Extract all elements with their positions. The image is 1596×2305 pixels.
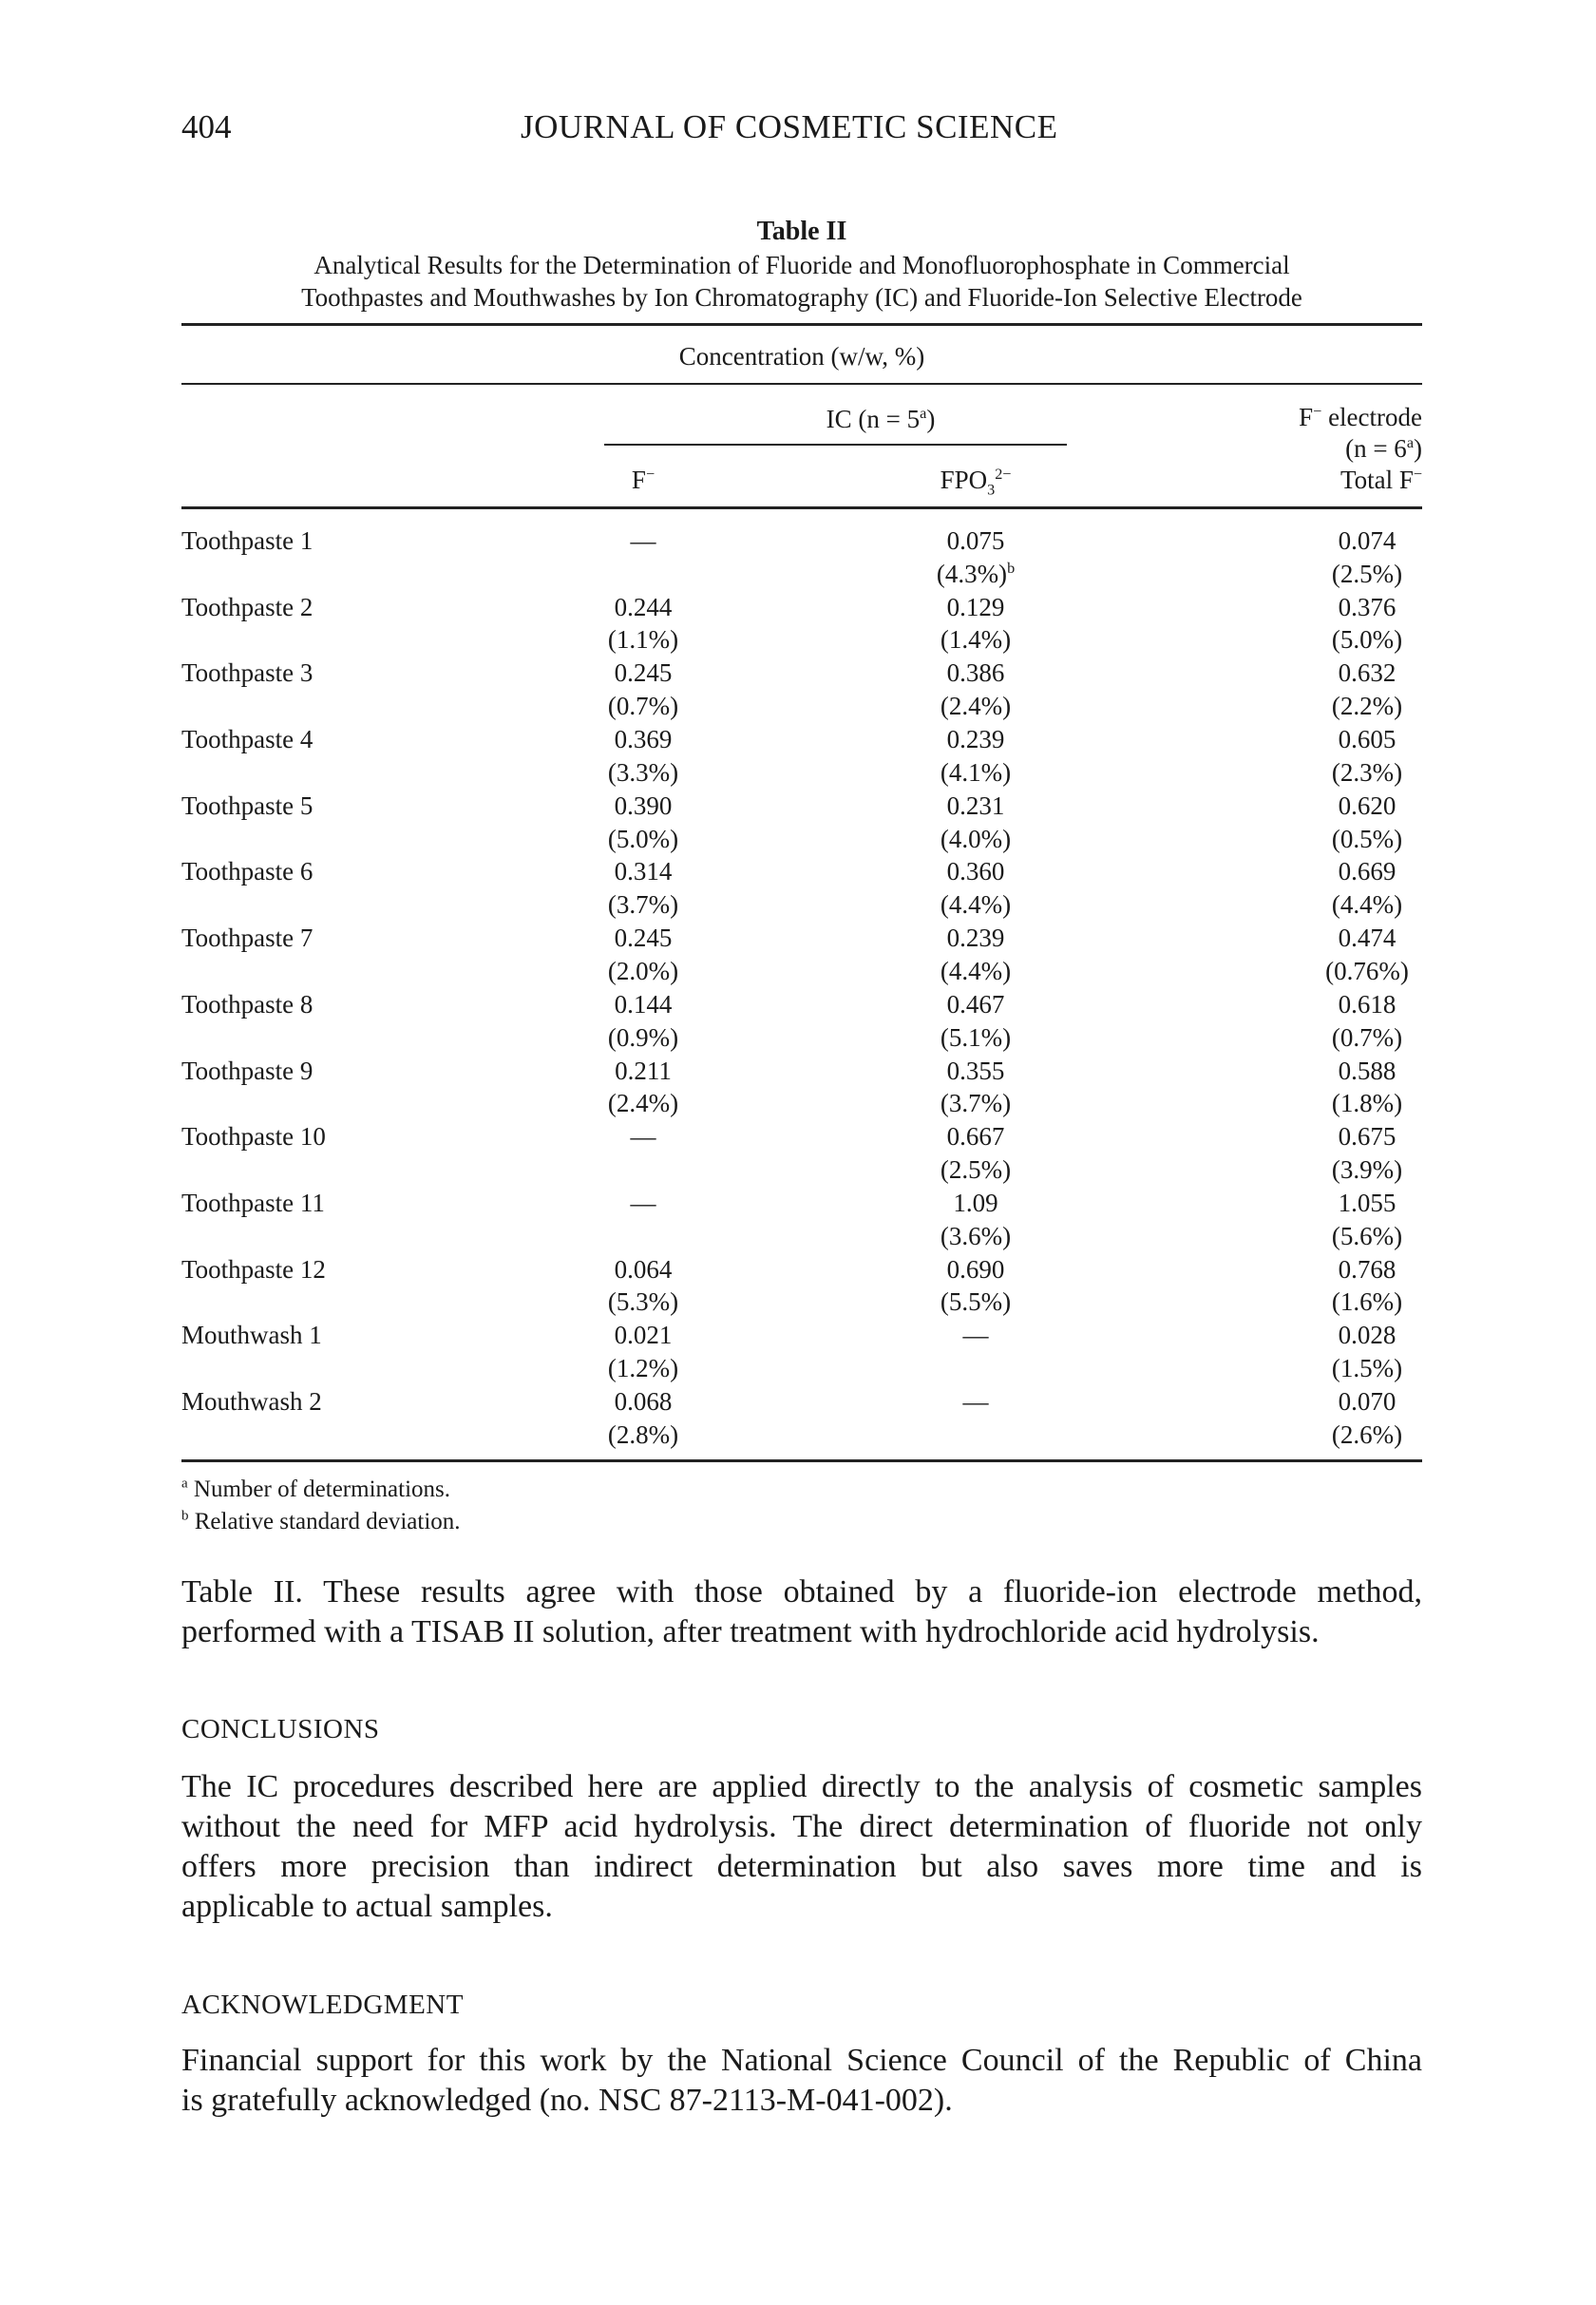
rsd: (4.4%) bbox=[940, 890, 1012, 920]
rsd: (3.6%) bbox=[940, 1221, 1012, 1250]
col-header-f: F− bbox=[631, 466, 656, 494]
rsd: (1.5%) bbox=[1331, 1354, 1403, 1383]
table-row bbox=[181, 657, 1422, 723]
value: — bbox=[630, 526, 656, 555]
table-row bbox=[181, 723, 1422, 790]
value: 0.474 bbox=[1338, 924, 1396, 953]
row-label: Toothpaste 9 bbox=[181, 1056, 314, 1085]
ic-fluoride-cell bbox=[518, 1253, 769, 1320]
row-label: Toothpaste 3 bbox=[181, 658, 314, 688]
paragraph-line: Financial support for this work by the National Science Council of the Republic of China bbox=[181, 2043, 1422, 2078]
electrode-total-cell bbox=[1242, 790, 1492, 856]
paragraph-line: The IC procedures described here are applied directly to the analysis of cosmetic samples bbox=[181, 1769, 1422, 1804]
rsd bbox=[518, 1220, 769, 1253]
value: 0.768 bbox=[1338, 1254, 1396, 1284]
paragraph-line: applicable to actual samples. bbox=[181, 1889, 553, 1924]
paragraph-line: performed with a TISAB II solution, after treatment with hydrochloride acid hydrolysis. bbox=[181, 1614, 1320, 1649]
value: 0.028 bbox=[1338, 1321, 1396, 1350]
rsd: (0.76%) bbox=[1325, 956, 1409, 985]
rsd: (4.1%) bbox=[940, 757, 1012, 787]
value: 0.244 bbox=[614, 592, 673, 621]
footnote-a: $^a$ Number of determinations. bbox=[181, 1476, 450, 1502]
table-row bbox=[181, 1187, 1422, 1253]
electrode-n: $(n = 6^a)$ bbox=[1345, 434, 1422, 463]
table-row bbox=[181, 922, 1422, 988]
ic-fluoride-cell bbox=[518, 988, 769, 1055]
value: 0.245 bbox=[614, 658, 673, 688]
rsd: (3.9%) bbox=[1331, 1154, 1403, 1184]
electrode-total-cell bbox=[1242, 1253, 1492, 1320]
value: 0.021 bbox=[614, 1321, 673, 1350]
row-label: Mouthwash 1 bbox=[181, 1321, 322, 1350]
paragraph-line: without the need for MFP acid hydrolysis. The direct determination of fluoride not only bbox=[181, 1809, 1422, 1844]
electrode-total-cell bbox=[1242, 723, 1492, 790]
row-label: Toothpaste 8 bbox=[181, 989, 314, 1019]
journal-title: JOURNAL OF COSMETIC SCIENCE bbox=[521, 108, 1058, 145]
electrode-total-cell bbox=[1242, 657, 1492, 723]
rsd: (5.3%) bbox=[607, 1287, 679, 1317]
value: 0.620 bbox=[1338, 791, 1396, 820]
value: 0.369 bbox=[614, 725, 673, 754]
value: 0.211 bbox=[615, 1056, 672, 1085]
ic-fluoride-cell bbox=[518, 1120, 769, 1187]
ic-fpo3-cell bbox=[850, 1319, 1101, 1385]
electrode-total-cell bbox=[1242, 1319, 1492, 1385]
electrode-total-cell bbox=[1242, 855, 1492, 922]
rsd: (3.7%) bbox=[940, 1089, 1012, 1118]
ic-fpo3-cell bbox=[850, 1385, 1101, 1452]
value: 0.075 bbox=[946, 526, 1005, 555]
ic-header: IC $(n = 5^a)$ bbox=[826, 405, 936, 433]
ic-fluoride-cell bbox=[518, 1187, 769, 1253]
paragraph-line: offers more precision than indirect determination but also saves more time and is bbox=[181, 1849, 1422, 1884]
rsd: (5.0%) bbox=[607, 824, 679, 853]
ic-fluoride-cell bbox=[518, 657, 769, 723]
value: 0.376 bbox=[1338, 592, 1396, 621]
rsd: (2.0%) bbox=[607, 956, 679, 985]
rsd: (4.4%) bbox=[940, 956, 1012, 985]
rsd: (5.5%) bbox=[940, 1287, 1012, 1317]
electrode-header: F− electrode bbox=[1299, 403, 1422, 431]
table-bottom-rule bbox=[181, 1459, 1422, 1462]
ic-fluoride-cell bbox=[518, 1055, 769, 1121]
col-header-fpo3: $FPO_3^{2-}$ bbox=[940, 466, 1012, 499]
ic-fpo3-cell bbox=[850, 922, 1101, 988]
electrode-total-cell bbox=[1242, 1120, 1492, 1187]
ic-fluoride-cell bbox=[518, 723, 769, 790]
ic-fpo3-cell bbox=[850, 1055, 1101, 1121]
value: 0.070 bbox=[1338, 1386, 1396, 1416]
ic-fpo3-cell bbox=[850, 1187, 1101, 1253]
value: — bbox=[962, 1386, 989, 1416]
table-row bbox=[181, 1253, 1422, 1320]
value: 0.129 bbox=[946, 592, 1005, 621]
value: 0.669 bbox=[1338, 857, 1396, 886]
ic-fluoride-cell bbox=[518, 1385, 769, 1452]
rsd bbox=[850, 1419, 1101, 1452]
value: 0.355 bbox=[946, 1056, 1005, 1085]
rsd: (0.5%) bbox=[1331, 824, 1403, 853]
value: 0.667 bbox=[946, 1122, 1005, 1152]
row-label: Toothpaste 11 bbox=[181, 1188, 325, 1217]
value: 0.360 bbox=[946, 857, 1005, 886]
value: 1.055 bbox=[1338, 1188, 1396, 1217]
ic-fpo3-cell bbox=[850, 591, 1101, 657]
table-title: Table II bbox=[756, 217, 847, 246]
value: 0.074 bbox=[1338, 526, 1396, 555]
rsd: (2.5%) bbox=[940, 1154, 1012, 1184]
concentration-header: Concentration (w/w, %) bbox=[678, 342, 925, 371]
rsd: (2.2%) bbox=[1331, 692, 1403, 721]
row-label: Toothpaste 7 bbox=[181, 924, 314, 953]
ic-fluoride-cell bbox=[518, 790, 769, 856]
row-label: Toothpaste 6 bbox=[181, 857, 314, 886]
value: 0.675 bbox=[1338, 1122, 1396, 1152]
rsd: (4.0%) bbox=[940, 824, 1012, 853]
table-row bbox=[181, 591, 1422, 657]
ic-fpo3-cell bbox=[850, 1253, 1101, 1320]
ic-fpo3-cell bbox=[850, 524, 1101, 591]
ic-fpo3-cell bbox=[850, 723, 1101, 790]
section-heading-conclusions: CONCLUSIONS bbox=[181, 1714, 380, 1744]
value: 0.239 bbox=[946, 924, 1005, 953]
rsd: (5.0%) bbox=[1331, 625, 1403, 655]
electrode-total-cell bbox=[1242, 922, 1492, 988]
electrode-total-cell bbox=[1242, 1385, 1492, 1452]
rsd: (0.7%) bbox=[1331, 1022, 1403, 1052]
value: 0.605 bbox=[1338, 725, 1396, 754]
rsd: (3.7%) bbox=[607, 890, 679, 920]
rsd: (5.1%) bbox=[940, 1022, 1012, 1052]
rsd bbox=[518, 1153, 769, 1187]
ic-fpo3-cell bbox=[850, 855, 1101, 922]
paragraph-line: Table II. These results agree with those obtained by a fluoride-ion electrode method, bbox=[181, 1574, 1422, 1610]
table-row bbox=[181, 1055, 1422, 1121]
table-row bbox=[181, 524, 1422, 591]
footnote-b: $^b$ Relative standard deviation. bbox=[181, 1508, 461, 1534]
value: 0.064 bbox=[614, 1254, 673, 1284]
ic-fluoride-cell bbox=[518, 591, 769, 657]
table-row bbox=[181, 1120, 1422, 1187]
value: 0.239 bbox=[946, 725, 1005, 754]
ic-fpo3-cell bbox=[850, 988, 1101, 1055]
ic-fpo3-cell bbox=[850, 790, 1101, 856]
electrode-total-cell bbox=[1242, 524, 1492, 591]
rsd: (2.6%) bbox=[1331, 1419, 1403, 1449]
section-heading-acknowledgment: ACKNOWLEDGMENT bbox=[181, 1990, 464, 2020]
value: 0.467 bbox=[946, 989, 1005, 1019]
rsd: (2.4%) bbox=[940, 692, 1012, 721]
rsd: $(4.3\%)^b$ bbox=[936, 559, 1016, 588]
electrode-total-cell bbox=[1242, 1187, 1492, 1253]
row-label: Toothpaste 12 bbox=[181, 1254, 326, 1284]
rsd: (0.9%) bbox=[607, 1022, 679, 1052]
value: 0.386 bbox=[946, 658, 1005, 688]
rsd: (2.5%) bbox=[1331, 559, 1403, 588]
ic-fluoride-cell bbox=[518, 524, 769, 591]
value: 0.588 bbox=[1338, 1056, 1396, 1085]
value: 0.144 bbox=[614, 989, 673, 1019]
table-caption-line1: Analytical Results for the Determination of Fluoride and Monofluorophosphate in Commercial bbox=[314, 251, 1290, 279]
row-label: Toothpaste 1 bbox=[181, 526, 314, 555]
ic-fluoride-cell bbox=[518, 922, 769, 988]
value: 0.690 bbox=[946, 1254, 1005, 1284]
table-row bbox=[181, 1319, 1422, 1385]
col-header-total-f: Total F− bbox=[1340, 466, 1422, 494]
value: 0.231 bbox=[946, 791, 1005, 820]
rsd: (3.3%) bbox=[607, 757, 679, 787]
value: 0.618 bbox=[1338, 989, 1396, 1019]
value: 0.390 bbox=[614, 791, 673, 820]
table-row bbox=[181, 790, 1422, 856]
row-label: Toothpaste 10 bbox=[181, 1122, 326, 1152]
rsd bbox=[850, 1352, 1101, 1385]
ic-fluoride-cell bbox=[518, 855, 769, 922]
header-rule bbox=[181, 383, 1422, 385]
table-row bbox=[181, 1385, 1422, 1452]
row-label: Mouthwash 2 bbox=[181, 1386, 322, 1416]
table-row bbox=[181, 988, 1422, 1055]
rsd: (5.6%) bbox=[1331, 1221, 1403, 1250]
value: — bbox=[630, 1122, 656, 1152]
rsd: (1.4%) bbox=[940, 625, 1012, 655]
value: 0.245 bbox=[614, 924, 673, 953]
rsd: (2.8%) bbox=[607, 1419, 679, 1449]
value: 0.068 bbox=[614, 1386, 673, 1416]
value: 0.314 bbox=[614, 857, 673, 886]
rsd: (1.6%) bbox=[1331, 1287, 1403, 1317]
row-label: Toothpaste 5 bbox=[181, 791, 314, 820]
table-caption-line2: Toothpastes and Mouthwashes by Ion Chromatography (IC) and Fluoride-Ion Selective Electrode bbox=[301, 283, 1302, 312]
header-bottom-rule bbox=[181, 506, 1422, 509]
ic-subrule bbox=[604, 444, 1067, 446]
ic-fpo3-cell bbox=[850, 1120, 1101, 1187]
rsd: (4.4%) bbox=[1331, 890, 1403, 920]
rsd: (1.2%) bbox=[607, 1354, 679, 1383]
value: — bbox=[962, 1321, 989, 1350]
row-label: Toothpaste 4 bbox=[181, 725, 314, 754]
value: 1.09 bbox=[953, 1188, 998, 1217]
page-number: 404 bbox=[181, 108, 232, 145]
value: 0.632 bbox=[1338, 658, 1396, 688]
electrode-total-cell bbox=[1242, 1055, 1492, 1121]
ic-fluoride-cell bbox=[518, 1319, 769, 1385]
table-row bbox=[181, 855, 1422, 922]
ic-fpo3-cell bbox=[850, 657, 1101, 723]
rsd: (2.3%) bbox=[1331, 757, 1403, 787]
rsd: (1.1%) bbox=[607, 625, 679, 655]
table-top-rule bbox=[181, 323, 1422, 326]
table-body bbox=[181, 524, 1422, 1452]
paragraph-line: is gratefully acknowledged (no. NSC 87-2113-M-041-002). bbox=[181, 2083, 953, 2118]
rsd: (2.4%) bbox=[607, 1089, 679, 1118]
rsd: (1.8%) bbox=[1331, 1089, 1403, 1118]
electrode-total-cell bbox=[1242, 591, 1492, 657]
rsd bbox=[518, 558, 769, 591]
row-label: Toothpaste 2 bbox=[181, 592, 314, 621]
electrode-total-cell bbox=[1242, 988, 1492, 1055]
value: — bbox=[630, 1188, 656, 1217]
rsd: (0.7%) bbox=[607, 692, 679, 721]
